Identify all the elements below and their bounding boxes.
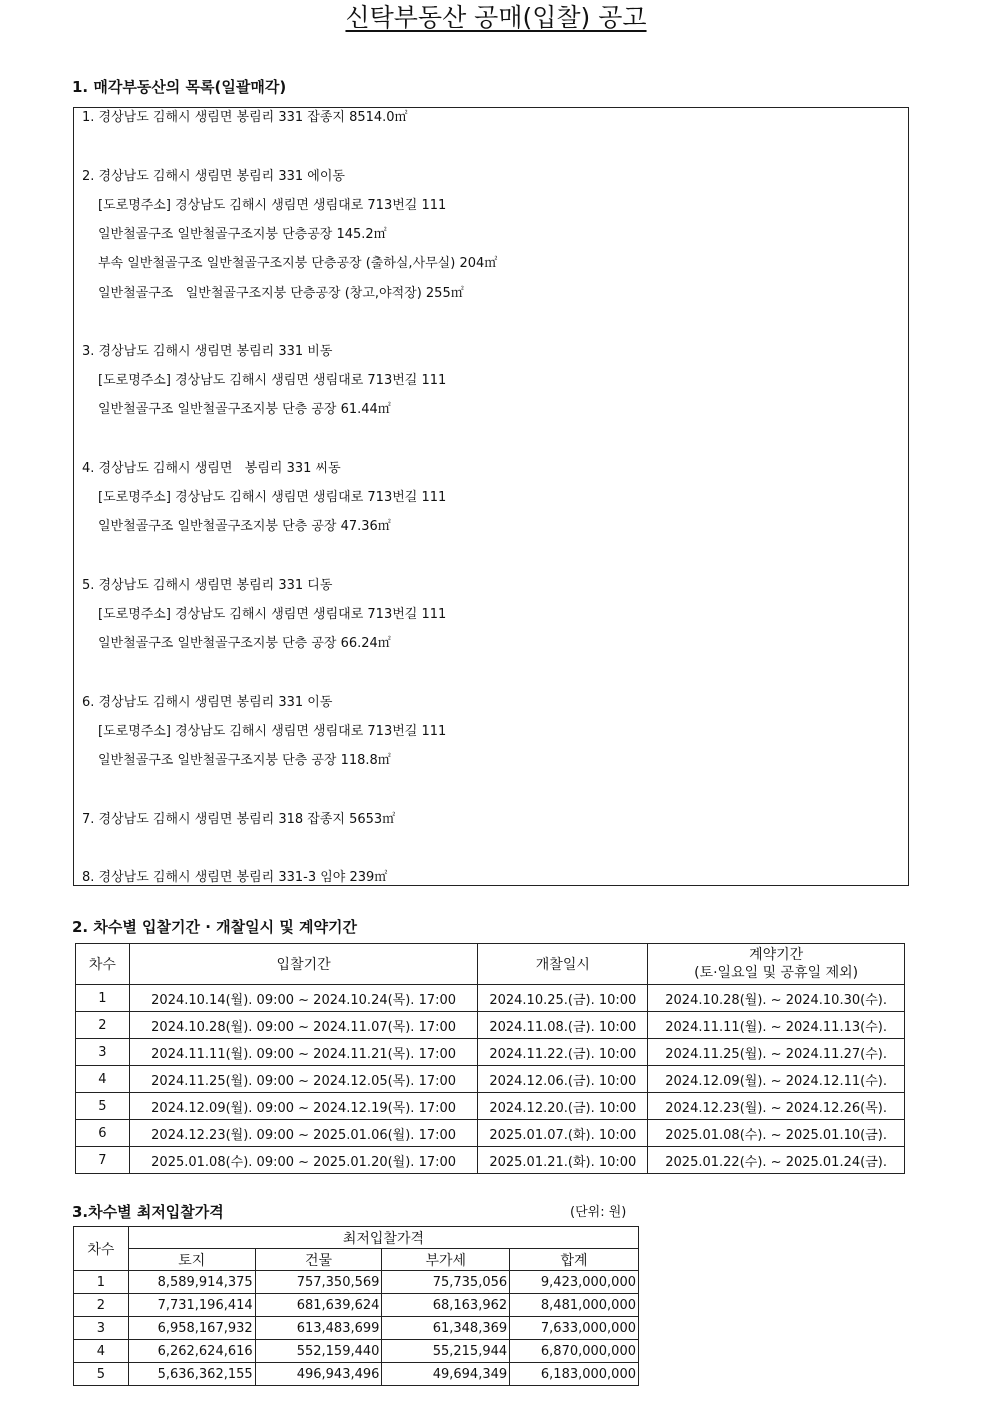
building-cell: 496,943,496	[255, 1363, 382, 1386]
header-land: 토지	[128, 1249, 255, 1271]
section3-heading: 3.차수별 최저입찰가격	[72, 1203, 224, 1221]
header-min-price: 최저입찰가격	[128, 1227, 638, 1249]
list-item: 부속 일반철골구조 일반철골구조지붕 단층공장 (출하실,사무실) 204㎡	[98, 256, 498, 271]
round-cell: 1	[76, 985, 130, 1012]
table-row	[76, 1012, 905, 1039]
contract-cell: 2025.01.08(수). ~ 2025.01.10(금).	[648, 1120, 905, 1147]
total-cell: 6,183,000,000	[510, 1363, 639, 1386]
section1-heading: 1. 매각부동산의 목록(일괄매각)	[72, 78, 287, 96]
list-item: 2. 경상남도 김해시 생림면 봉림리 331 에이동	[82, 169, 345, 184]
table-row	[74, 1294, 639, 1317]
opening-cell: 2024.10.25.(금). 10:00	[478, 985, 648, 1012]
land-cell: 7,731,196,414	[128, 1294, 255, 1317]
property-list-box	[73, 107, 909, 886]
bid-period-cell: 2025.01.08(수). 09:00 ~ 2025.01.20(월). 17:00	[129, 1147, 478, 1174]
list-item: 일반철골구조 일반철골구조지붕 단층 공장 66.24㎡	[98, 636, 391, 651]
list-item: 3. 경상남도 김해시 생림면 봉림리 331 비동	[82, 344, 333, 359]
contract-cell: 2024.10.28(월). ~ 2024.10.30(수).	[648, 985, 905, 1012]
page-title: 신탁부동산 공매(입찰) 공고	[345, 3, 647, 32]
building-cell: 757,350,569	[255, 1271, 382, 1294]
round-cell: 4	[74, 1340, 129, 1363]
table-row	[76, 985, 905, 1012]
round-cell: 4	[76, 1066, 130, 1093]
section2-heading: 2. 차수별 입찰기간 · 개찰일시 및 계약기간	[72, 918, 358, 936]
table-row	[74, 1363, 639, 1386]
contract-cell: 2024.12.09(월). ~ 2024.12.11(수).	[648, 1066, 905, 1093]
schedule-header-row	[76, 944, 905, 985]
round-cell: 1	[74, 1271, 129, 1294]
list-item: 일반철골구조 일반철골구조지붕 단층 공장 61.44㎡	[98, 402, 391, 417]
table-row	[76, 1039, 905, 1066]
vat-cell: 75,735,056	[382, 1271, 510, 1294]
vat-cell: 55,215,944	[382, 1340, 510, 1363]
list-item: 7. 경상남도 김해시 생림면 봉림리 318 잡종지 5653㎡	[82, 812, 396, 827]
table-row	[74, 1271, 639, 1294]
table-row	[74, 1340, 639, 1363]
total-cell: 6,870,000,000	[510, 1340, 639, 1363]
vat-cell: 49,694,349	[382, 1363, 510, 1386]
header-vat: 부가세	[382, 1249, 510, 1271]
contract-cell: 2024.11.25(월). ~ 2024.11.27(수).	[648, 1039, 905, 1066]
bid-period-cell: 2024.12.23(월). 09:00 ~ 2025.01.06(월). 17:00	[129, 1120, 478, 1147]
land-cell: 6,262,624,616	[128, 1340, 255, 1363]
table-row	[76, 1147, 905, 1174]
opening-cell: 2024.11.22.(금). 10:00	[478, 1039, 648, 1066]
round-cell: 5	[74, 1363, 129, 1386]
list-item: 5. 경상남도 김해시 생림면 봉림리 331 디동	[82, 578, 333, 593]
building-cell: 613,483,699	[255, 1317, 382, 1340]
opening-cell: 2024.12.20.(금). 10:00	[478, 1093, 648, 1120]
total-cell: 8,481,000,000	[510, 1294, 639, 1317]
table-row	[74, 1317, 639, 1340]
contract-cell: 2024.12.23(월). ~ 2024.12.26(목).	[648, 1093, 905, 1120]
opening-cell: 2024.12.06.(금). 10:00	[478, 1066, 648, 1093]
unit-label: (단위: 원)	[570, 1205, 627, 1220]
header-contract-line2: (토·일요일 및 공휴일 제외)	[694, 965, 859, 981]
list-item: 6. 경상남도 김해시 생림면 봉림리 331 이동	[82, 695, 333, 710]
bid-period-cell: 2024.10.28(월). 09:00 ~ 2024.11.07(목). 17:00	[129, 1012, 478, 1039]
round-cell: 5	[76, 1093, 130, 1120]
vat-cell: 61,348,369	[382, 1317, 510, 1340]
header-opening: 개찰일시	[478, 944, 648, 985]
list-item: 일반철골구조 일반철골구조지붕 단층 공장 47.36㎡	[98, 519, 391, 534]
table-row	[76, 1120, 905, 1147]
price-header-row	[74, 1227, 639, 1249]
bid-period-cell: 2024.12.09(월). 09:00 ~ 2024.12.19(목). 17:00	[129, 1093, 478, 1120]
land-cell: 8,589,914,375	[128, 1271, 255, 1294]
round-cell: 6	[76, 1120, 130, 1147]
land-cell: 6,958,167,932	[128, 1317, 255, 1340]
round-cell: 2	[74, 1294, 129, 1317]
list-item: 일반철골구조 일반철골구조지붕 단층공장 (창고,야적장) 255㎡	[98, 286, 464, 301]
land-cell: 5,636,362,155	[128, 1363, 255, 1386]
list-item: 8. 경상남도 김해시 생림면 봉림리 331-3 임야 239㎡	[82, 870, 388, 885]
list-item: 일반철골구조 일반철골구조지붕 단층공장 145.2㎡	[98, 227, 387, 242]
total-cell: 9,423,000,000	[510, 1271, 639, 1294]
opening-cell: 2025.01.07.(화). 10:00	[478, 1120, 648, 1147]
header-contract	[648, 944, 905, 985]
list-item: [도로명주소] 경상남도 김해시 생림면 생림대로 713번길 111	[98, 373, 447, 388]
price-table	[73, 1226, 639, 1386]
building-cell: 681,639,624	[255, 1294, 382, 1317]
list-item: [도로명주소] 경상남도 김해시 생림면 생림대로 713번길 111	[98, 198, 447, 213]
building-cell: 552,159,440	[255, 1340, 382, 1363]
header-total: 합계	[510, 1249, 639, 1271]
round-cell: 3	[76, 1039, 130, 1066]
round-cell: 3	[74, 1317, 129, 1340]
contract-cell: 2024.11.11(월). ~ 2024.11.13(수).	[648, 1012, 905, 1039]
round-cell: 7	[76, 1147, 130, 1174]
contract-cell: 2025.01.22(수). ~ 2025.01.24(금).	[648, 1147, 905, 1174]
bid-period-cell: 2024.11.25(월). 09:00 ~ 2024.12.05(목). 17:00	[129, 1066, 478, 1093]
header-bid-period: 입찰기간	[129, 944, 478, 985]
vat-cell: 68,163,962	[382, 1294, 510, 1317]
header-building: 건물	[255, 1249, 382, 1271]
opening-cell: 2025.01.21.(화). 10:00	[478, 1147, 648, 1174]
bid-period-cell: 2024.11.11(월). 09:00 ~ 2024.11.21(목). 17:00	[129, 1039, 478, 1066]
list-item: [도로명주소] 경상남도 김해시 생림면 생림대로 713번길 111	[98, 607, 447, 622]
round-cell: 2	[76, 1012, 130, 1039]
list-item: 4. 경상남도 김해시 생림면 봉림리 331 씨동	[82, 461, 341, 476]
table-row	[76, 1093, 905, 1120]
opening-cell: 2024.11.08.(금). 10:00	[478, 1012, 648, 1039]
list-item: 일반철골구조 일반철골구조지붕 단층 공장 118.8㎡	[98, 753, 391, 768]
price-subheader-row	[74, 1249, 639, 1271]
table-row	[76, 1066, 905, 1093]
total-cell: 7,633,000,000	[510, 1317, 639, 1340]
schedule-table	[75, 943, 905, 1174]
header-round: 차수	[76, 944, 130, 985]
list-item: 1. 경상남도 김해시 생림면 봉림리 331 잡종지 8514.0㎡	[82, 110, 408, 125]
list-item: [도로명주소] 경상남도 김해시 생림면 생림대로 713번길 111	[98, 724, 447, 739]
bid-period-cell: 2024.10.14(월). 09:00 ~ 2024.10.24(목). 17:00	[129, 985, 478, 1012]
header-contract-line1: 계약기간	[749, 947, 804, 963]
list-item: [도로명주소] 경상남도 김해시 생림면 생림대로 713번길 111	[98, 490, 447, 505]
header-round: 차수	[74, 1227, 129, 1271]
